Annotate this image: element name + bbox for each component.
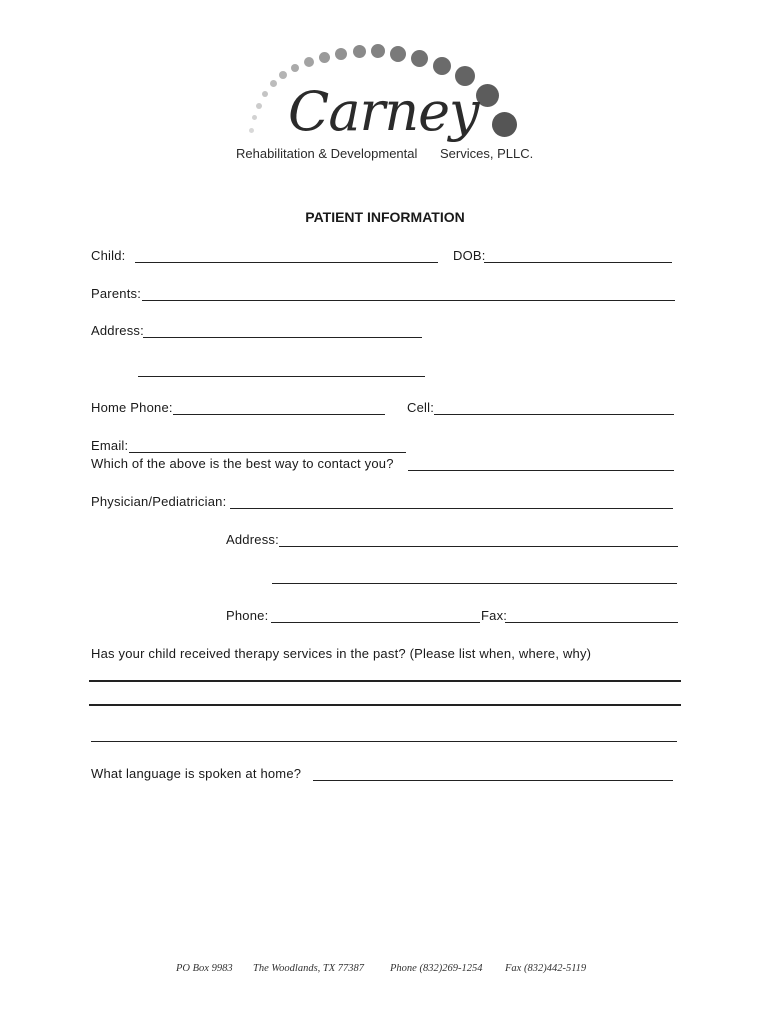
physician-fax-label: Fax:	[481, 608, 508, 623]
address-field-line-1[interactable]	[143, 337, 422, 338]
best-contact-label: Which of the above is the best way to contact you?	[91, 456, 394, 471]
child-field[interactable]	[135, 262, 438, 263]
logo-tagline-right: Services, PLLC.	[440, 146, 534, 161]
therapy-question-label: Has your child received therapy services in the past? (Please list when, where, why)	[91, 646, 592, 661]
address-field-line-2[interactable]	[138, 376, 425, 377]
physician-field[interactable]	[230, 508, 673, 509]
physician-phone-field[interactable]	[271, 622, 480, 623]
physician-address-field-line-1[interactable]	[279, 546, 678, 547]
logo-tagline-left: Rehabilitation & Developmental	[236, 146, 418, 161]
parents-field[interactable]	[142, 300, 675, 301]
therapy-answer-line-3[interactable]	[91, 741, 677, 742]
child-label: Child:	[91, 248, 126, 263]
therapy-answer-line-1[interactable]	[89, 680, 681, 682]
physician-address-field-line-2[interactable]	[272, 583, 677, 584]
physician-address-label: Address:	[226, 532, 279, 547]
physician-phone-label: Phone:	[226, 608, 269, 623]
home-phone-label: Home Phone:	[91, 400, 173, 415]
form-title: PATIENT INFORMATION	[305, 209, 465, 225]
parents-label: Parents:	[91, 286, 142, 301]
dob-field[interactable]	[484, 262, 672, 263]
cell-label: Cell:	[407, 400, 435, 415]
best-contact-field[interactable]	[408, 470, 674, 471]
address-label: Address:	[91, 323, 144, 338]
footer-fax: Fax (832)442-5119	[505, 963, 587, 974]
logo-brand-name: Carney	[288, 80, 479, 143]
therapy-answer-line-2[interactable]	[89, 704, 681, 706]
home-phone-field[interactable]	[173, 414, 385, 415]
cell-field[interactable]	[434, 414, 674, 415]
footer-phone: Phone (832)269-1254	[390, 963, 483, 974]
email-label: Email:	[91, 438, 129, 453]
footer-po-box: PO Box 9983	[176, 963, 233, 974]
footer-city: The Woodlands, TX 77387	[253, 963, 365, 974]
language-label: What language is spoken at home?	[91, 766, 302, 781]
physician-fax-field[interactable]	[505, 622, 678, 623]
dob-label: DOB:	[453, 248, 486, 263]
language-field[interactable]	[313, 780, 673, 781]
physician-label: Physician/Pediatrician:	[91, 494, 227, 509]
email-field[interactable]	[129, 452, 406, 453]
